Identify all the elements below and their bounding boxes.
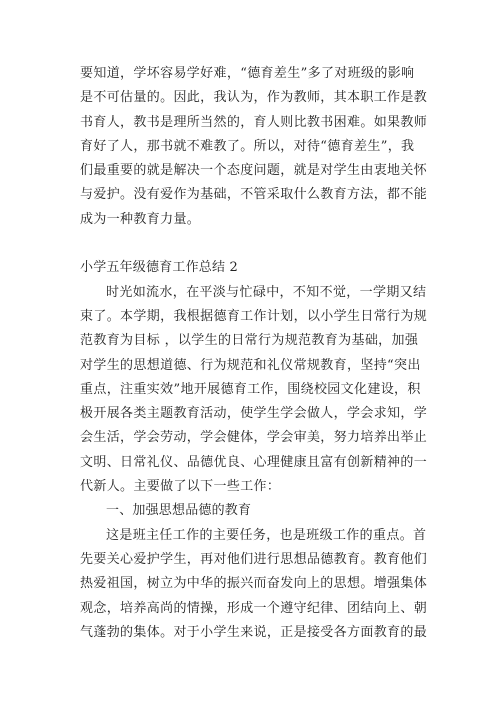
text-line: 束了。本学期，我根据德育工作计划，以小学生日常行为规 [80, 308, 428, 324]
text-line: 是不可估量的。因此，我认为，作为教师，其本职工作是教 [80, 90, 428, 106]
text-line: 先要关心爱护学生，再对他们进行思想品德教育。教育他们 [80, 551, 428, 567]
paragraph-1 [80, 62, 432, 232]
text-line: 观念，培养高尚的情操，形成一个遵守纪律、团结向上、朝 [80, 600, 428, 616]
text-line: 代新人。主要做了以下一些工作： [80, 479, 281, 495]
text-line: 育好了人，那书就不难教了。所以，对待“德育差生”，我 [80, 138, 415, 154]
text-line: 要知道，学坏容易学好难，“德育差生”多了对班级的影响 [80, 66, 415, 81]
text-line: 重点，注重实效”地开展德育工作，围绕校园文化建设，积 [80, 381, 421, 397]
document-body [80, 62, 432, 645]
section-title: 小学五年级德育工作总结 2 [80, 260, 239, 276]
text-line: 会生活，学会劳动，学会健体，学会审美，努力培养出举止 [80, 430, 428, 446]
text-line: 时光如流水，在平淡与忙碌中，不知不觉，一学期又结 [106, 284, 427, 300]
text-line: 对学生的思想道德、行为规范和礼仪常规教育，坚持“突出 [80, 357, 421, 373]
text-line: 热爱祖国，树立为中华的振兴而奋发向上的思想。增强集体 [80, 576, 428, 592]
text-line: 范教育为目标 ，以学生的日常行为规范教育为基础，加强 [80, 333, 419, 349]
text-line: 这是班主任工作的主要任务，也是班级工作的重点。首 [106, 527, 427, 543]
text-line: 与爱护。没有爱作为基础，不管采取什么教育方法，都不能 [80, 187, 428, 203]
text-line: 书育人，教书是理所当然的，育人则比教书困难。如果教师 [80, 114, 428, 130]
text-line: 文明、日常礼仪、品德优良、心理健康且富有创新精神的一 [80, 454, 428, 470]
text-line: 们最重要的就是解决一个态度问题，就是对学生由衷地关怀 [80, 163, 428, 179]
text-line: 成为一种教育力量。 [80, 211, 201, 227]
text-line: 极开展各类主题教育活动，使学生学会做人，学会求知，学 [80, 406, 428, 422]
subheading: 一、加强思想品德的教育 [106, 503, 252, 519]
paragraph-3 [80, 524, 432, 645]
text-line: 气蓬勃的集体。对于小学生来说，正是接受各方面教育的最 [80, 624, 428, 640]
paragraph-2 [80, 281, 432, 500]
paragraph-gap [80, 232, 432, 256]
